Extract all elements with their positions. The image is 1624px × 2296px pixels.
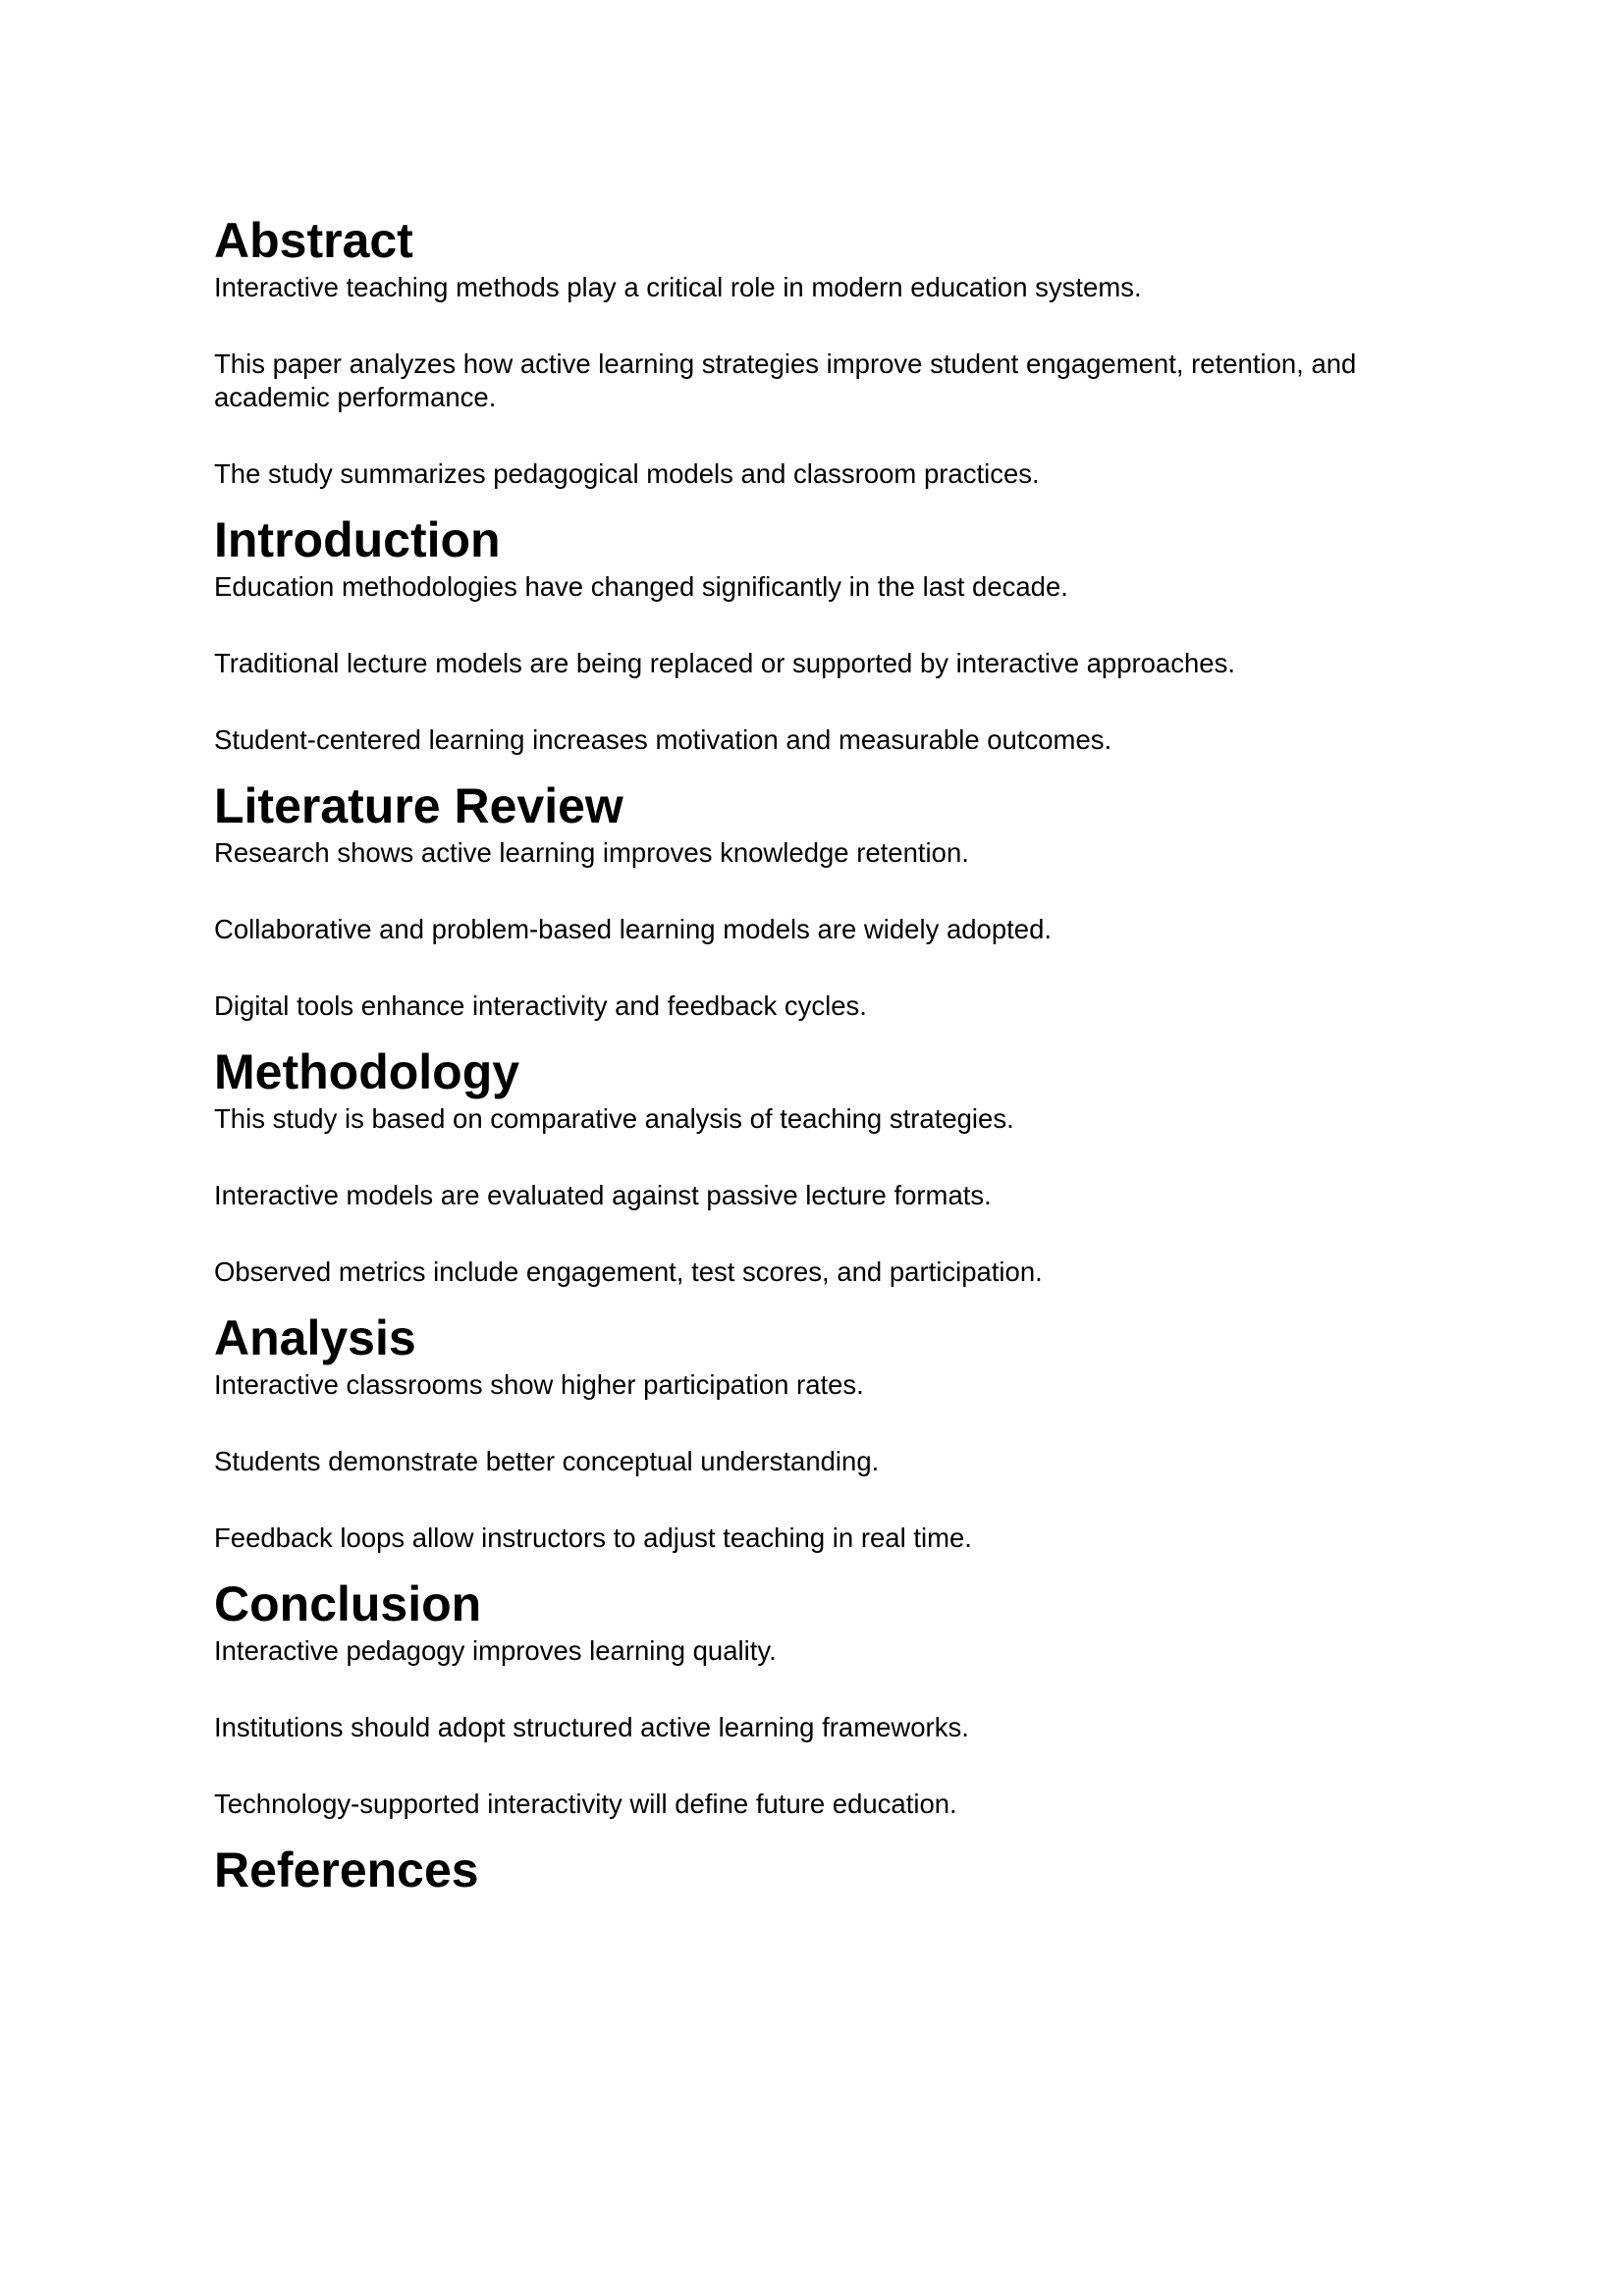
section-heading-references: References (214, 1842, 479, 1897)
paragraph: Student-centered learning increases motivation and measurable outcomes. (214, 724, 1112, 755)
paragraph: The study summarizes pedagogical models and classroom practices. (214, 458, 1040, 489)
paragraph: Interactive models are evaluated against passive lecture formats. (214, 1180, 992, 1210)
paragraph: Traditional lecture models are being replaced or supported by interactive approaches. (214, 648, 1235, 678)
section-heading-methodology: Methodology (214, 1044, 520, 1099)
section-conclusion (214, 1575, 1412, 1821)
paragraph: Collaborative and problem-based learning models are widely adopted. (214, 914, 1053, 944)
paragraph: Institutions should adopt structured active learning frameworks. (214, 1712, 969, 1742)
section-heading-analysis: Analysis (214, 1310, 416, 1365)
paragraph: Technology-supported interactivity will define future education. (214, 1789, 957, 1819)
section-methodology (214, 1043, 1412, 1289)
paragraph: Feedback loops allow instructors to adjust teaching in real time. (214, 1522, 972, 1553)
section-heading-literature-review: Literature Review (214, 778, 623, 833)
section-references (214, 1842, 1412, 1898)
document-page (214, 212, 1412, 1900)
section-analysis (214, 1309, 1412, 1555)
paragraph: This paper analyzes how active learning strategies improve student engagement, retention, and academic performance. (214, 348, 1357, 412)
paragraph: Digital tools enhance interactivity and feedback cycles. (214, 990, 867, 1021)
section-literature-review (214, 777, 1412, 1023)
paragraph: Education methodologies have changed significantly in the last decade. (214, 571, 1068, 602)
paragraph: Observed metrics include engagement, test scores, and participation. (214, 1256, 1043, 1287)
section-heading-abstract: Abstract (214, 213, 413, 268)
section-introduction (214, 511, 1412, 757)
paragraph: Students demonstrate better conceptual understanding. (214, 1446, 880, 1476)
paragraph: Research shows active learning improves knowledge retention. (214, 837, 969, 868)
paragraph: Interactive classrooms show higher participation rates. (214, 1369, 864, 1400)
section-heading-conclusion: Conclusion (214, 1576, 482, 1631)
section-heading-introduction: Introduction (214, 512, 501, 567)
paragraph: Interactive pedagogy improves learning quality. (214, 1635, 777, 1666)
section-abstract (214, 212, 1412, 491)
paragraph: Interactive teaching methods play a critical role in modern education systems. (214, 272, 1142, 302)
paragraph: This study is based on comparative analysis of teaching strategies. (214, 1103, 1014, 1134)
